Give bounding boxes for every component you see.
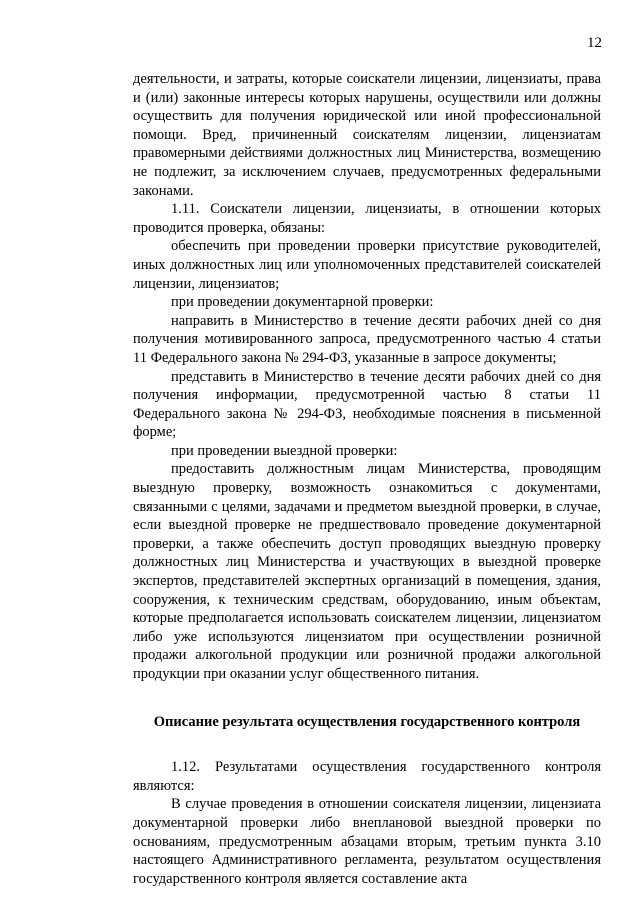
paragraph: при проведении документарной проверки: (171, 294, 434, 311)
paragraph: представить в Министерство в течение десяти рабочих дней со дня получения информации, предусмотренной частью 8 статьи 11 Федерального закона № 294-ФЗ, необходимые пояснения в письменной форме; (133, 368, 601, 441)
paragraph-1-11: 1.11. Соискатели лицензии, лицензиаты, в отношении которых проводится проверка, обязаны: (133, 201, 601, 236)
paragraph: направить в Министерство в течение десяти рабочих дней со дня получения мотивированного запроса, предусмотренного частью 4 статьи 11 Федерального закона № 294-ФЗ, указанные в запросе документы; (133, 312, 601, 366)
paragraph: при проведении выездной проверки: (171, 442, 398, 459)
section-heading: Описание результата осуществления государственного контроля (153, 713, 581, 730)
page-number: 12 (587, 35, 602, 51)
paragraph: В случае проведения в отношении соискателя лицензии, лицензиата документарной проверки либо внеплановой выездной проверки по основаниям, предусмотренным абзацами вторым, третьим пункта 3.10 настоящего Административного регламента, результатом осуществления государственного контроля является составление акта (133, 796, 601, 887)
paragraph: деятельности, и затраты, которые соискатели лицензии, лицензиаты, права и (или) законные интересы которых нарушены, осуществили или должны осуществить для получения юридической или иной профессиональной помощи. Вред, причиненный соискателям лицензии, лицензиатам правомерными действиями должностных лиц Министерства, возмещению не подлежит, за исключением случаев, предусмотренных федеральными законами. (133, 71, 601, 199)
paragraph-1-12: 1.12. Результатами осуществления государственного контроля являются: (133, 759, 601, 794)
document-body (133, 70, 601, 888)
paragraph: обеспечить при проведении проверки присутствие руководителей, иных должностных лиц или уполномоченных представителей соискателей лицензии, лицензиатов; (133, 238, 601, 292)
paragraph: предоставить должностным лицам Министерства, проводящим выездную проверку, возможность ознакомиться с документами, связанными с целями, задачами и предметом выездной проверки, в случае, если выездной проверке не предшествовало проведение документарной проверки, а также обеспечить доступ проводящих выездную проверку должностных лиц Министерства и участвующих в выездной проверке экспертов, представителей экспертных организаций в помещения, здания, сооружения, к техническим средствам, оборудованию, иным объектам, которые предполагается использовать соискателем лицензии, лицензиатом либо уже используются лицензиатом при осуществлении розничной продажи алкогольной продукции или розничной продажи алкогольной продукции при оказании услуг общественного питания. (133, 461, 601, 682)
